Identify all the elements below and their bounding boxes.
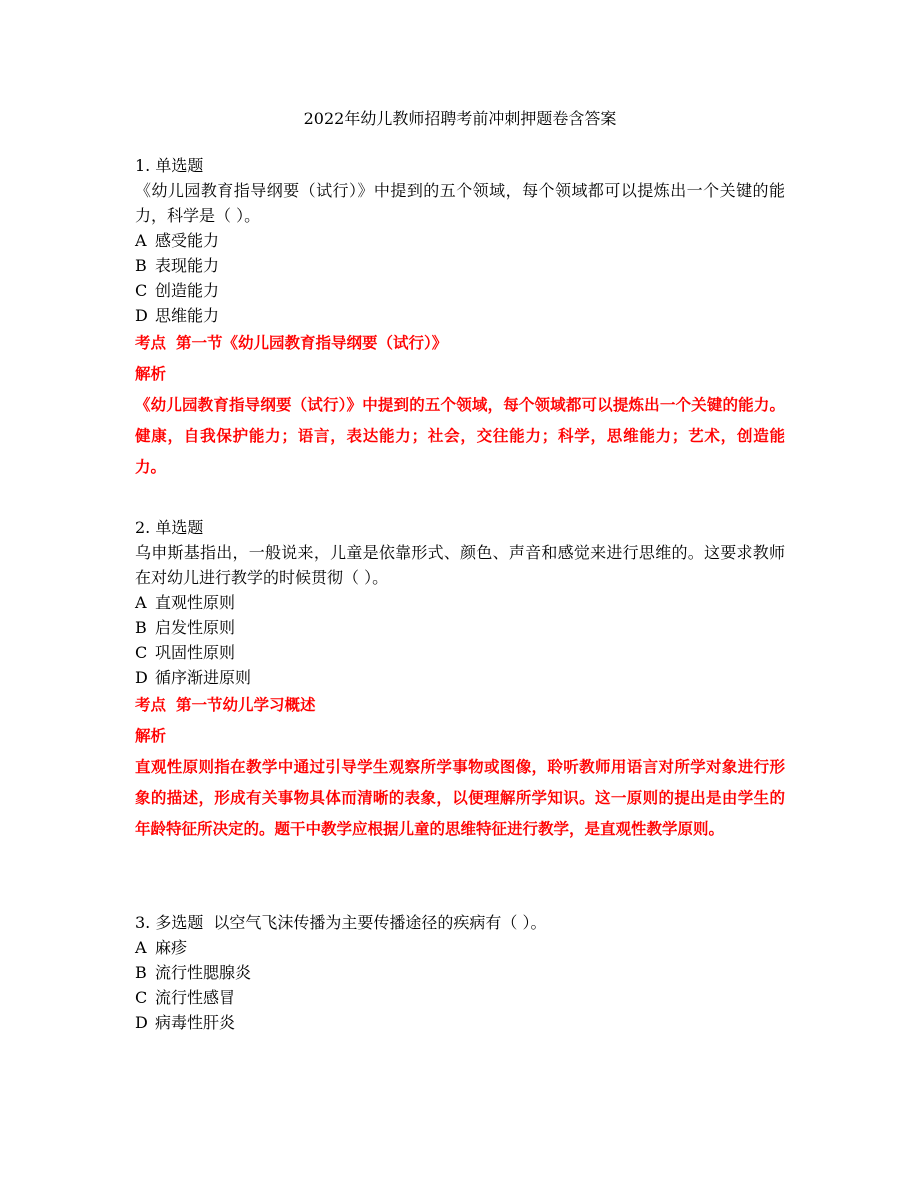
question-stem: 以空气飞沫传播为主要传播途径的疾病有（ ）。 — [213, 913, 547, 932]
question-header: 1. 单选题 — [135, 156, 204, 175]
question-stem: 《幼儿园教育指导纲要（试行）》中提到的五个领域，每个领域都可以提炼出一个关键的能力，科学是（ ）。 — [135, 181, 785, 225]
option-letter: D — [135, 1013, 148, 1032]
jiexi-text: 直观性原则指在教学中通过引导学生观察所学事物或图像，聆听教师用语言对所学对象进行形象的描述，形成有关事物具体而清晰的表象，以便理解所学知识。这一原则的提出是由学生的年龄特征所决定的。题干中教学应根据儿童的思维特征进行教学，是直观性教学原则。 — [135, 758, 785, 838]
option-c — [135, 278, 785, 303]
option-c — [135, 640, 785, 665]
question-2 — [135, 515, 785, 845]
option-d — [135, 665, 785, 690]
kaodian-line — [135, 328, 785, 359]
option-a — [135, 228, 785, 253]
question-3 — [135, 910, 785, 1035]
option-text: 麻疹 — [155, 938, 188, 957]
option-a — [135, 590, 785, 615]
option-letter: D — [135, 668, 148, 687]
option-text: 创造能力 — [155, 281, 220, 300]
option-letter: B — [135, 256, 147, 275]
kaodian-label: 考点 — [135, 334, 167, 352]
option-c — [135, 985, 785, 1010]
option-d — [135, 303, 785, 328]
option-text: 病毒性肝炎 — [155, 1013, 236, 1032]
question-header: 3. 多选题 — [135, 913, 204, 932]
question-1 — [135, 153, 785, 483]
kaodian-label: 考点 — [135, 696, 167, 714]
option-letter: D — [135, 306, 148, 325]
kaodian-text: 第一节《幼儿园教育指导纲要（试行）》 — [176, 334, 448, 352]
kaodian-text: 第一节幼儿学习概述 — [176, 696, 316, 714]
option-text: 感受能力 — [155, 231, 220, 250]
option-letter: C — [135, 643, 148, 662]
jiexi-text: 《幼儿园教育指导纲要（试行）》中提到的五个领域，每个领域都可以提炼出一个关键的能力。健康，自我保护能力；语言，表达能力；社会，交往能力；科学，思维能力；艺术，创造能力。 — [135, 396, 785, 476]
option-b — [135, 615, 785, 640]
option-text: 表现能力 — [155, 256, 220, 275]
option-text: 启发性原则 — [155, 618, 236, 637]
option-text: 思维能力 — [155, 306, 220, 325]
document-title: 2022年幼儿教师招聘考前冲刺押题卷含答案 — [303, 109, 617, 128]
option-b — [135, 253, 785, 278]
option-letter: A — [135, 231, 147, 250]
option-letter: B — [135, 963, 147, 982]
option-b — [135, 960, 785, 985]
jiexi-label: 解析 — [135, 365, 167, 383]
option-text: 流行性腮腺炎 — [155, 963, 252, 982]
option-text: 巩固性原则 — [155, 643, 236, 662]
option-letter: A — [135, 938, 147, 957]
option-text: 流行性感冒 — [155, 988, 236, 1007]
option-letter: B — [135, 618, 147, 637]
option-letter: A — [135, 593, 147, 612]
option-letter: C — [135, 988, 148, 1007]
question-header-line — [135, 910, 785, 935]
jiexi-label: 解析 — [135, 727, 167, 745]
kaodian-line — [135, 690, 785, 721]
question-header: 2. 单选题 — [135, 518, 204, 537]
option-letter: C — [135, 281, 148, 300]
option-d — [135, 1010, 785, 1035]
option-a — [135, 935, 785, 960]
question-stem: 乌申斯基指出，一般说来，儿童是依靠形式、颜色、声音和感觉来进行思维的。这要求教师在对幼儿进行教学的时候贯彻（ ）。 — [135, 543, 785, 587]
option-text: 循序渐进原则 — [155, 668, 252, 687]
option-text: 直观性原则 — [155, 593, 236, 612]
